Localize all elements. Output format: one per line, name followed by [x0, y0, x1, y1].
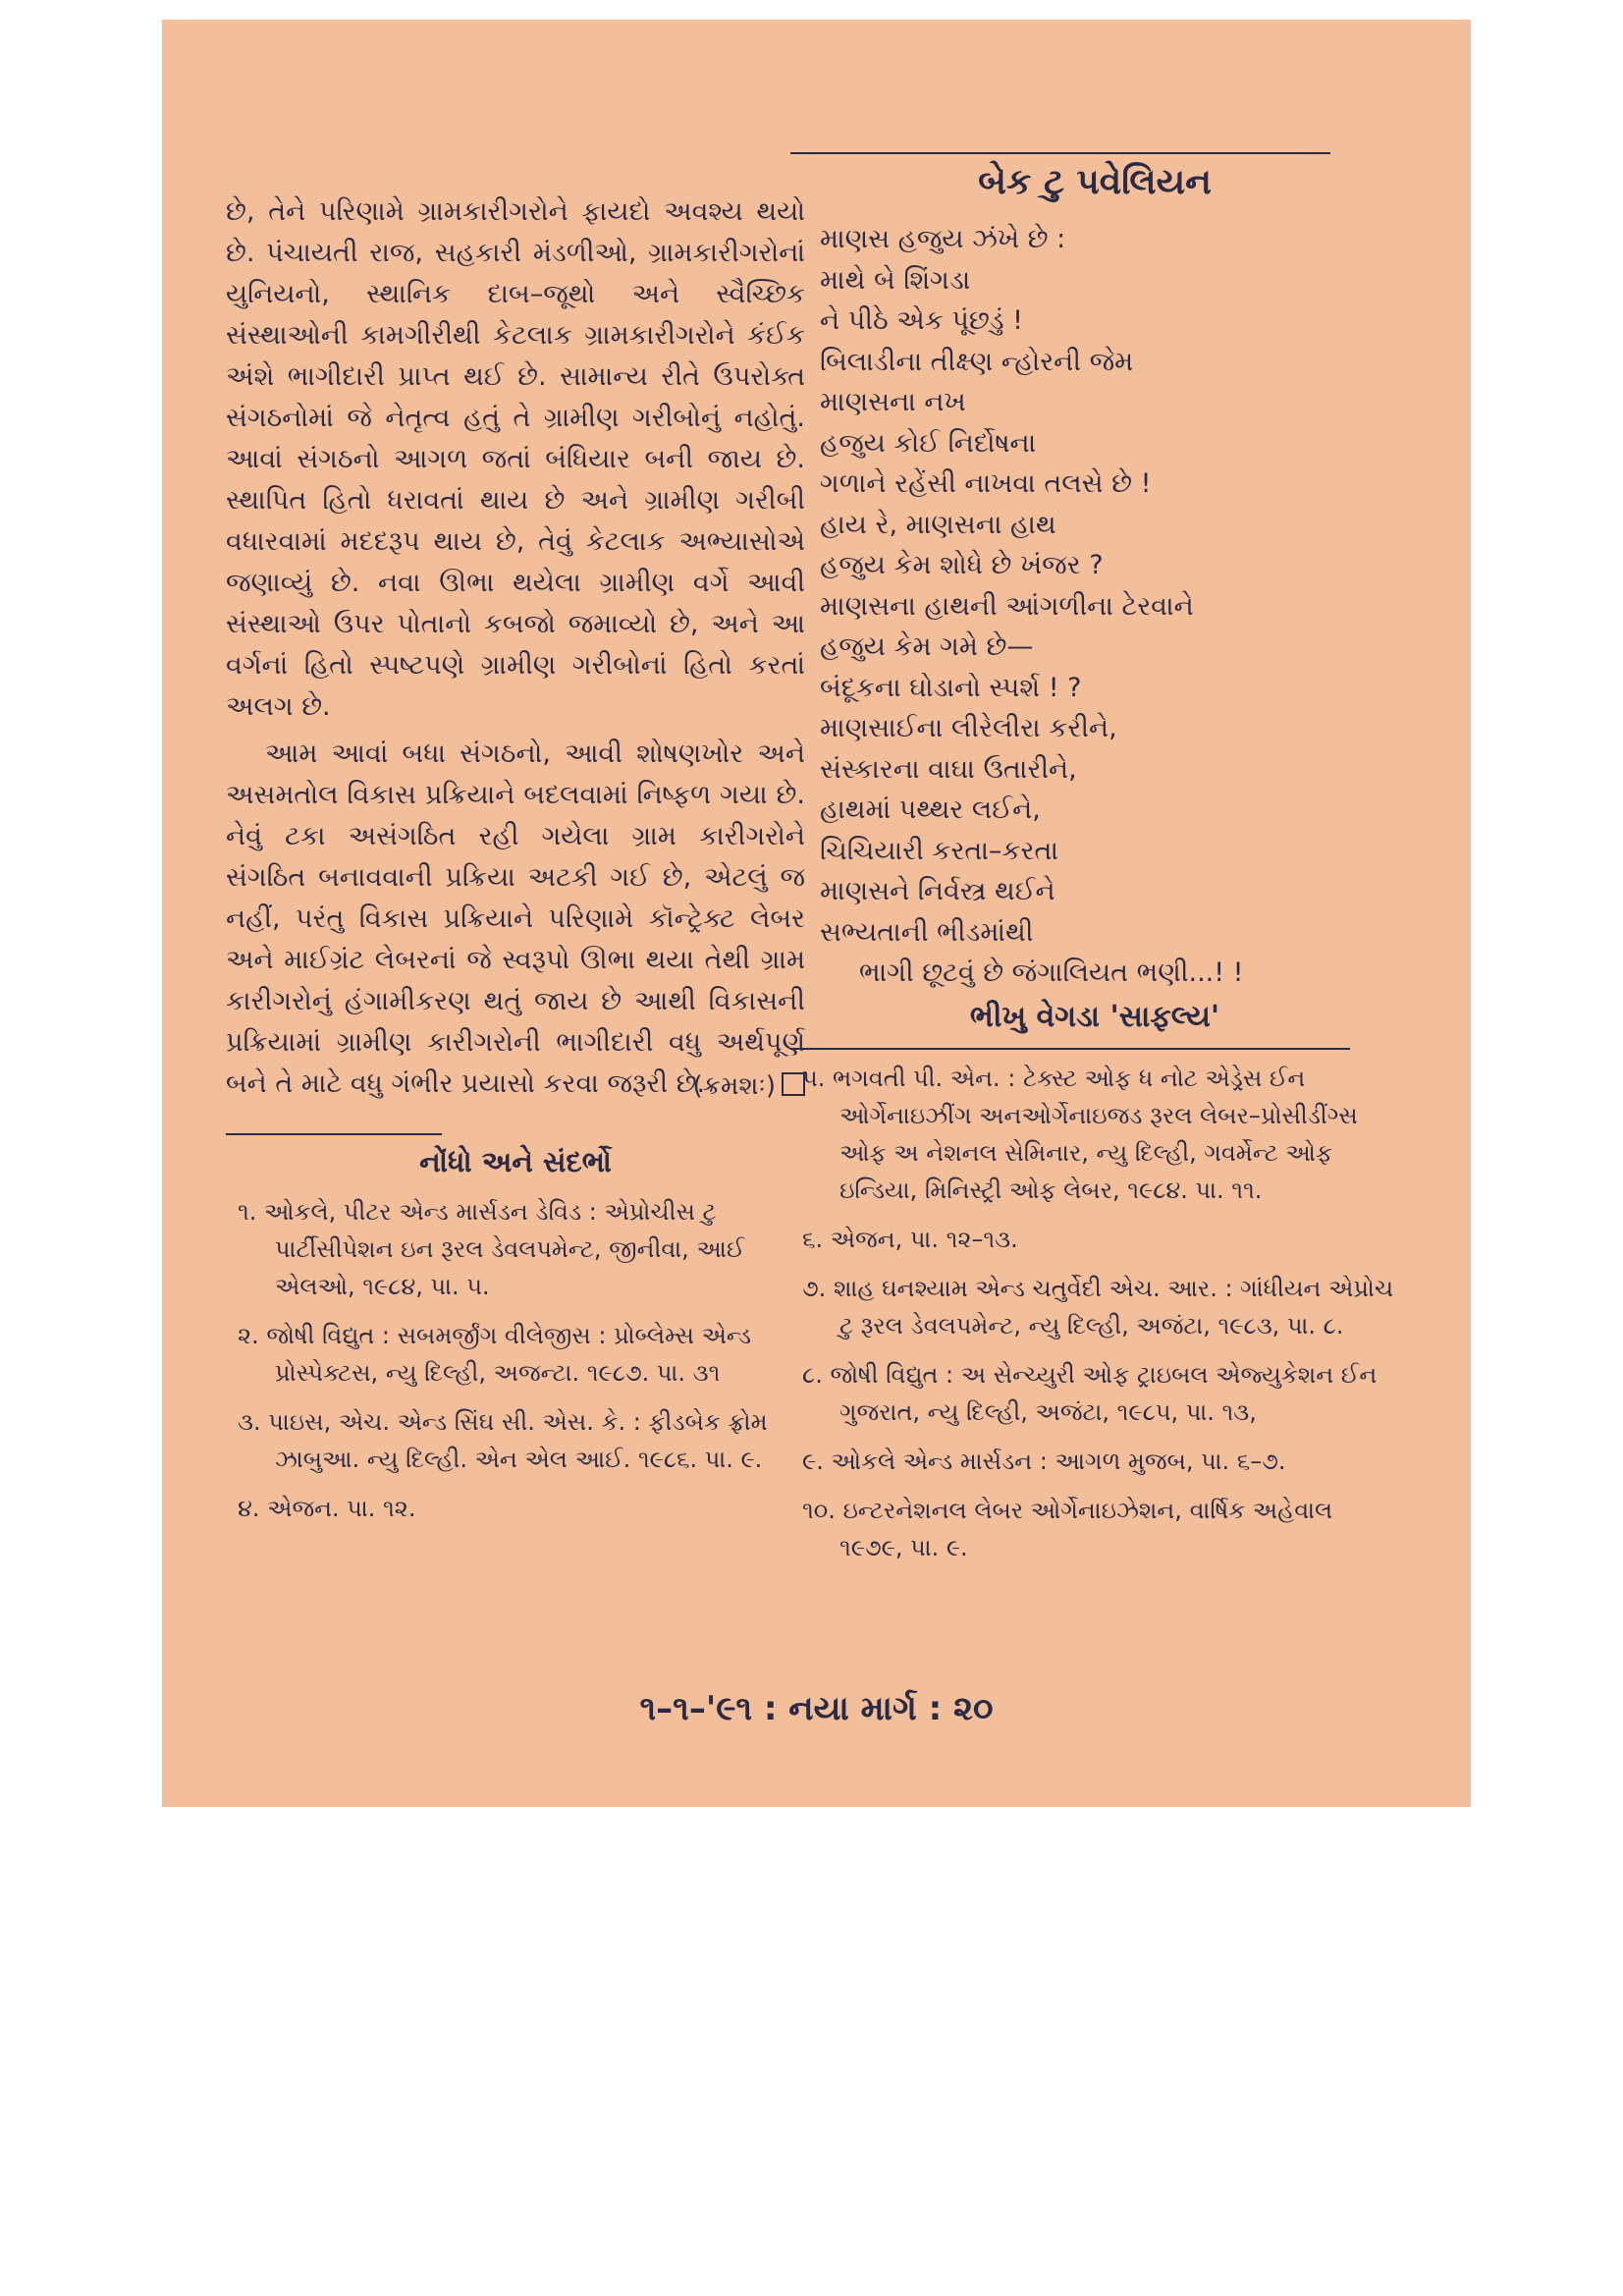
continued-text: (ક્રમશઃ) [692, 1071, 776, 1101]
poem-line: માણસના નખ [820, 387, 966, 417]
poem-line: માણસાઈના લીરેલીરા કરીને, [820, 713, 1117, 743]
page-footer: ૧–૧–'૯૧ : નયા માર્ગ : ૨૦ [639, 1689, 994, 1728]
note-item: ૯. ઓકલે એન્ડ માર્સડન : આગળ મુજબ, પા. ૬–૭. [802, 1447, 1286, 1475]
poem-bottom-rule [790, 1048, 1350, 1050]
note-item: ૨. જોષી વિદ્યુત : સબમર્જીંગ વીલેજીસ : પ્રોબ્લેમ્સ એન્ડ પ્રોસ્પેક્ટસ, ન્યુ દિલ્હી, અજન્ટા. ૧૯૮૭. પા. ૩૧ [238, 1322, 752, 1387]
notes-divider [226, 1133, 442, 1135]
poem-line: ભાગી છૂટવું છે જંગાલિયત ભણી...! ! [859, 957, 1244, 988]
poem-line: માથે બે શિંગડા [820, 264, 971, 296]
poem-line: ને પીઠે એક પૂંછડું ! [820, 305, 1023, 336]
magazine-page [162, 20, 1471, 1807]
poem-line: ગળાને રહેંસી નાખવા તલસે છે ! [820, 468, 1152, 499]
poem-line: માણસના હાથની આંગળીના ટેરવાને [820, 590, 1194, 622]
note-item: ૫. ભગવતી પી. એન. : ટેક્સ્ટ ઓફ ધ નોટ એડ્રેસ ઈન ઓર્ગેનાઇઝીંગ અનઓર્ગેનાઇજડ રૂરલ લેબર–પ્રોસીડીંગ્સ ઓફ અ નેશનલ સેમિનાર, ન્યુ દિલ્હી, ગવર્મેન્ટ ઓફ ઇન્ડિયા, મિનિસ્ટ્રી ઓફ લેબર, ૧૯૮૪. પા. ૧૧. [802, 1064, 1358, 1204]
notes-title: નોંધો અને સંદર્ભો [419, 1145, 612, 1178]
note-item: ૧. ઓકલે, પીટર એન્ડ માર્સડન ડેવિડ : એપ્રોચીસ ટુ પાર્ટીસીપેશન ઇન રૂરલ ડેવલપમેન્ટ, જીનીવા, આઈ એલઓ, ૧૯૮૪, પા. ૫. [238, 1198, 745, 1300]
article-paragraph: આમ આવાં બધા સંગઠનો, આવી શોષણખોર અને અસમતોલ વિકાસ પ્રક્રિયાને બદલવામાં નિષ્ફળ ગયા છે. નેવું ટકા અસંગઠિત રહી ગયેલા ગ્રામ કારીગરોને સંગઠિત બનાવવાની પ્રક્રિયા અટકી ગઈ છે, એટલું જ નહીં, પરંતુ વિકાસ પ્રક્રિયાને પરિણામે કૉન્ટ્રેક્ટ લેબર અને માઈગ્રંટ લેબરનાં જે સ્વરૂપો ઊભા થયા તેથી ગ્રામ કારીગરોનું હંગામીકરણ થતું જાય છે આથી વિકાસની પ્રક્રિયામાં ગ્રામીણ કારીગરોની ભાગીદારી વધુ અર્થપૂર્ણ બને તે માટે વધુ ગંભીર પ્રયાસો કરવા જરૂરી છે. [226, 738, 805, 1099]
note-item: ૪. એજન. પા. ૧૨. [238, 1495, 416, 1522]
poem-line: ચિચિયારી કરતા–કરતા [820, 835, 1058, 866]
notes-list-continued [790, 1060, 1399, 1566]
notes-list [226, 1193, 805, 1527]
poem [790, 219, 1399, 994]
poem-line: સભ્યતાની ભીડમાંથી [820, 916, 1034, 948]
note-item: ૮. જોષી વિદ્યુત : અ સેન્ચ્યુરી ઓફ ટ્રાઇબલ એજ્યુકેશન ઈન ગુજરાત, ન્યુ દિલ્હી, અજંટા, ૧૯૮૫, પા. ૧૩, [802, 1360, 1378, 1426]
right-column [790, 152, 1399, 1578]
poem-title: બેક ટુ પવેલિયન [978, 162, 1212, 202]
poem-line: સંસ્કારના વાઘા ઉતારીને, [820, 753, 1077, 785]
poem-line: હાથમાં પથ્થર લઈને, [820, 794, 1041, 825]
note-item: ૭. શાહ ઘનશ્યામ એન્ડ ચતુર્વેદી એચ. આર. : ગાંધીયન એપ્રોચ ટુ રૂરલ ડેવલપમેન્ટ, ન્યુ દિલ્હી, અજંટા, ૧૯૮૩, પા. ૮. [802, 1274, 1394, 1339]
poet-name: ભીખુ વેગડા 'સાફલ્ય' [969, 999, 1220, 1034]
left-column [226, 191, 805, 1539]
poem-line: હજુય કેમ ગમે છે— [820, 631, 1034, 662]
poem-line: બિલાડીના તીક્ષ્ણ ન્હોરની જેમ [820, 346, 1134, 377]
poem-line: માણસને નિર્વસ્ત્ર થઈને [820, 876, 1055, 906]
note-item: ૧૦. ઇન્ટરનેશનલ લેબર ઓર્ગેનાઇઝેશન, વાર્ષિક અહેવાલ ૧૯૭૯, પા. ૯. [802, 1496, 1333, 1561]
poem-line: બંદૂકના ઘોડાનો સ્પર્શ ! ? [820, 672, 1082, 703]
poem-line: માણસ હજુય ઝંખે છે : [820, 224, 1066, 254]
poem-top-rule [790, 152, 1330, 154]
poem-line: હજુય કેમ શોધે છે ખંજર ? [820, 550, 1104, 580]
note-item: ૩. પાઇસ, એચ. એન્ડ સિંઘ સી. એસ. કે. : ફીડબેક ફ્રોમ ઝાબુઆ. ન્યુ દિલ્હી. એન એલ આઈ. ૧૯૮૬. પા. ૯. [238, 1408, 768, 1473]
poem-line: હાય રે, માણસના હાથ [820, 509, 1056, 540]
poem-line: હજુય કોઈ નિર્દોષના [820, 427, 1037, 459]
article-paragraph: છે, તેને પરિણામે ગ્રામકારીગરોને ફાયદો અવશ્ય થયો છે. પંચાયતી રાજ, સહકારી મંડળીઓ, ગ્રામકારીગરોનાં યુનિયનો, સ્થાનિક દાબ–જૂથો અને સ્વૈચ્છિક સંસ્થાઓની કામગીરીથી કેટલાક ગ્રામકારીગરોને કંઈક અંશે ભાગીદારી પ્રાપ્ત થઈ છે. સામાન્ય રીતે ઉપરોક્ત સંગઠનોમાં જે નેતૃત્વ હતું તે ગ્રામીણ ગરીબોનું નહોતું. આવાં સંગઠનો આગળ જતાં બંધિયાર બની જાય છે. સ્થાપિત હિતો ધરાવતાં થાય છે અને ગ્રામીણ ગરીબી વધારવામાં મદદરૂપ થાય છે, તેવું કેટલાક અભ્યાસોએ જણાવ્યું છે. નવા ઊભા થયેલા ગ્રામીણ વર્ગે આવી સંસ્થાઓ ઉપર પોતાનો કબજો જમાવ્યો છે, અને આ વર્ગનાં હિતો સ્પષ્ટપણે ગ્રામીણ ગરીબોનાં હિતો કરતાં અલગ છે. [226, 196, 805, 722]
note-item: ૬. એજન, પા. ૧૨–૧૩. [802, 1225, 1018, 1253]
